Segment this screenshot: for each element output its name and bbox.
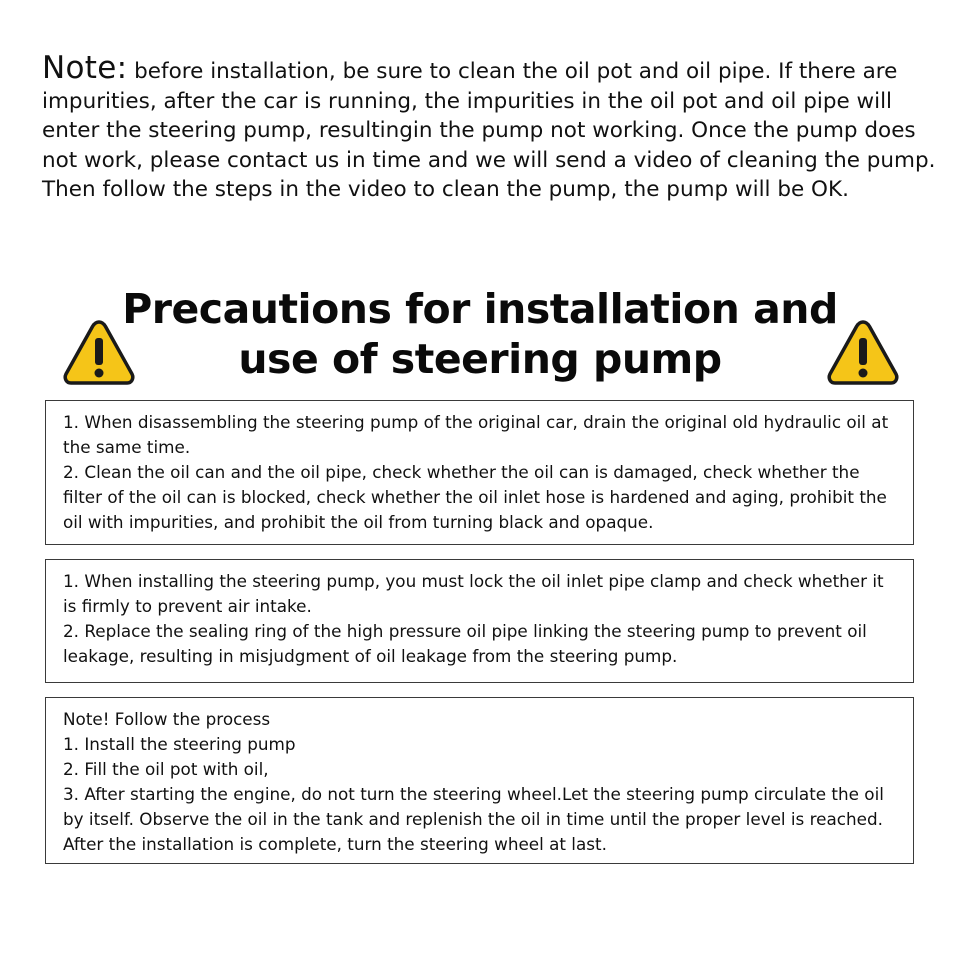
precaution-item: 1. When disassembling the steering pump of the original car, drain the original old hydraulic oil at the same time.: [63, 412, 889, 457]
note-label: Note:: [42, 50, 128, 86]
process-step: 2. Fill the oil pot with oil,: [63, 759, 269, 779]
process-step: 1. Install the steering pump: [63, 734, 296, 754]
note-text: before installation, be sure to clean the oil pot and oil pipe. If there are impurities, after the car is running, the impurities in the oil pot and oil pipe will enter the steering pump, resultingin the pump not working. Once the pump does not work, please contact us in time and we will send a video of cleaning the pump. Then follow the steps in the video to clean the pump, the pump will be OK.: [42, 59, 936, 202]
headline: [120, 284, 840, 384]
headline-line-1: Precautions for installation and: [122, 285, 838, 333]
precaution-box-disassembly: [45, 400, 914, 545]
headline-line-2: use of steering pump: [238, 335, 722, 383]
precaution-item: 2. Replace the sealing ring of the high pressure oil pipe linking the steering pump to prevent oil leakage, resulting in misjudgment of oil leakage from the steering pump.: [63, 621, 867, 666]
precaution-box-process: [45, 697, 914, 864]
precaution-item: 2. Clean the oil can and the oil pipe, check whether the oil can is damaged, check whether the filter of the oil can is blocked, check whether the oil inlet hose is hardened and aging, prohibit the oil with impurities, and prohibit the oil from turning black and opaque.: [63, 462, 887, 532]
precaution-item: 1. When installing the steering pump, you must lock the oil inlet pipe clamp and check whether it is firmly to prevent air intake.: [63, 571, 884, 616]
precaution-box-installation: [45, 559, 914, 683]
warning-triangle-icon: [826, 318, 900, 388]
note-paragraph: [42, 50, 942, 205]
process-heading: Note! Follow the process: [63, 709, 271, 729]
process-step: 3. After starting the engine, do not turn the steering wheel.Let the steering pump circulate the oil by itself. Observe the oil in the tank and replenish the oil in time until the proper level is reached. After the installation is complete, turn the steering wheel at last.: [63, 784, 884, 854]
